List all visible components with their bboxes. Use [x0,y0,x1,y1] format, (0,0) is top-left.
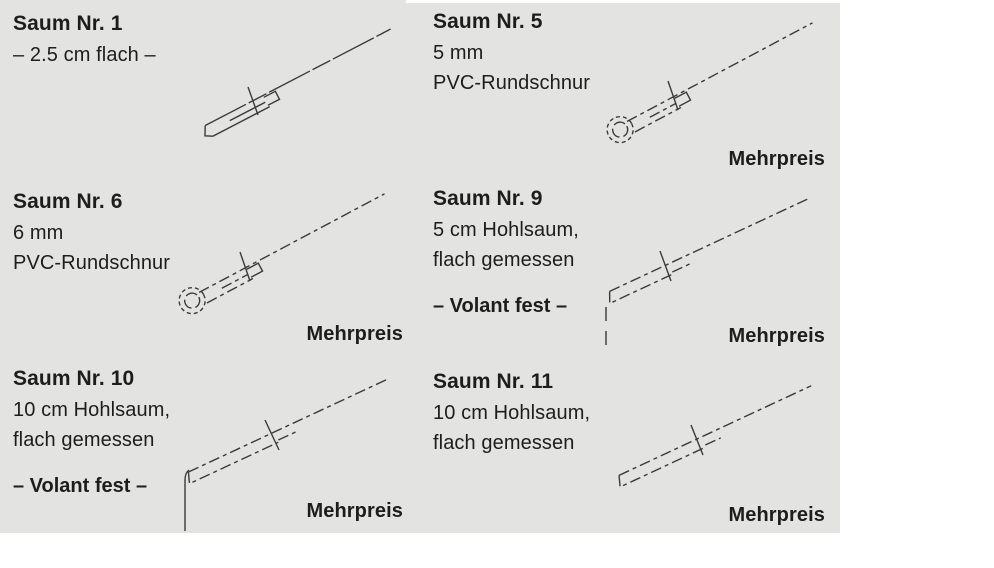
panel-spec-line: PVC-Rundschnur [433,72,591,94]
panel-title: Saum Nr. 6 [13,190,123,213]
panel-spec-line: flach gemessen [433,432,575,454]
panel-spec-line: PVC-Rundschnur [13,252,171,274]
panel-spec-line: 5 cm Hohlsaum, [433,219,579,241]
panel-saum-11 [420,360,840,533]
panel-spec-line: 10 cm Hohlsaum, [13,399,171,421]
surcharge-label: Mehrpreis [728,325,825,347]
panel-saum-6 [0,185,420,365]
surcharge-label: Mehrpreis [306,500,403,522]
hollow-hem-sketch [605,375,815,495]
panel-spec-line: flach gemessen [433,249,575,271]
panel-spec-line: 10 cm Hohlsaum, [433,402,591,424]
panel-spec-line: 5 mm [433,42,484,64]
panel-title: Saum Nr. 11 [433,370,554,393]
panel-note: – Volant fest – [433,295,568,317]
panel-spec-line: 6 mm [13,222,64,244]
panel-note: – Volant fest – [13,475,148,497]
panel-spec-line: flach gemessen [13,429,155,451]
surcharge-label: Mehrpreis [728,148,825,170]
panel-title: Saum Nr. 9 [433,187,543,210]
panel-title: Saum Nr. 1 [13,12,123,35]
round-cord-hem-sketch [152,186,397,331]
round-cord-hem-sketch [580,15,825,160]
panel-saum-10 [0,360,420,533]
panel-title: Saum Nr. 10 [13,367,135,390]
panel-title: Saum Nr. 5 [433,10,543,33]
surcharge-label: Mehrpreis [306,323,403,345]
panel-saum-9 [420,185,840,365]
panel-saum-5 [420,0,840,185]
surcharge-label: Mehrpreis [728,504,825,526]
panel-saum-1 [0,0,420,185]
flat-hem-sketch [195,25,395,150]
panel-spec-line: – 2.5 cm flach – [13,44,156,66]
